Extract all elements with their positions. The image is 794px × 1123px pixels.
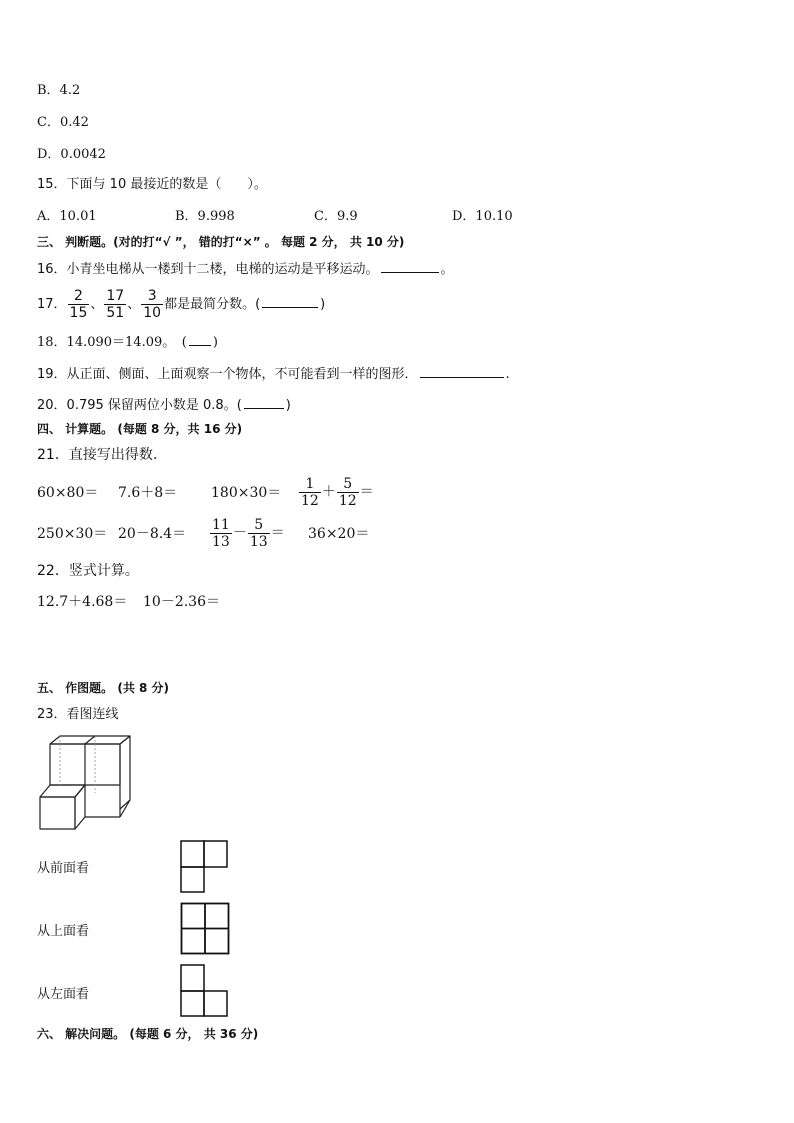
q21-r1c2: 7.6＋8＝ bbox=[118, 485, 178, 501]
q21-r1c1: 60×80＝ bbox=[37, 485, 99, 501]
q19 bbox=[37, 365, 510, 383]
numerator: 5 bbox=[248, 517, 270, 534]
q18-answer-blank[interactable] bbox=[189, 333, 211, 346]
q21-r2c3-frac-1 bbox=[210, 517, 232, 550]
equals: ＝ bbox=[270, 525, 285, 541]
q23-title: 23．看图连线 bbox=[37, 707, 119, 722]
q21-r1c4-frac-2 bbox=[337, 476, 359, 509]
q21-r1c3: 180×30＝ bbox=[211, 485, 282, 501]
section-6-heading: 六、 解决问题。 (每题 6 分， 共 36 分) bbox=[37, 1027, 259, 1041]
q17-fraction-2 bbox=[104, 288, 126, 321]
q15-option-d: D．10.10 bbox=[452, 209, 513, 224]
label-top-view: 从上面看 bbox=[37, 924, 90, 939]
q15-option-b: B．9.998 bbox=[175, 209, 235, 224]
q21-title: 21．直接写出得数. bbox=[37, 447, 158, 463]
section-3-heading: 三、 判断题。(对的打“√ ”， 错的打“×” 。 每题 2 分， 共 10 分) bbox=[37, 235, 405, 249]
q15-option-c: C．9.9 bbox=[314, 209, 358, 224]
q18 bbox=[37, 333, 218, 351]
q19-answer-blank[interactable] bbox=[420, 365, 504, 378]
q17-prefix: 17． bbox=[37, 297, 67, 312]
q17-f1-numerator: 2 bbox=[68, 288, 90, 305]
q17-close: ) bbox=[320, 297, 326, 312]
denominator: 12 bbox=[301, 492, 319, 509]
q17-f2-numerator: 17 bbox=[106, 288, 125, 304]
numerator: 5 bbox=[337, 476, 359, 493]
q17-tail: 都是最简分数。( bbox=[164, 297, 261, 312]
q18-open: ( bbox=[168, 335, 187, 350]
right-face bbox=[120, 736, 130, 809]
q20 bbox=[37, 396, 291, 414]
q15-option-a: A．10.01 bbox=[37, 209, 97, 224]
q17-f3-denominator: 10 bbox=[143, 305, 162, 321]
numerator: 11 bbox=[212, 516, 230, 533]
q16 bbox=[37, 260, 454, 278]
q15-stem: 15．下面与 10 最接近的数是（ ）。 bbox=[37, 177, 267, 192]
q21-r2c3 bbox=[209, 514, 285, 552]
operator: ＋ bbox=[321, 484, 336, 500]
operator: － bbox=[232, 525, 247, 541]
q14-option-c: C．0.42 bbox=[37, 115, 89, 130]
q17-fraction-3 bbox=[141, 288, 163, 321]
q22-title: 22．竖式计算。 bbox=[37, 563, 139, 579]
q21-r2c3-frac-2 bbox=[248, 517, 270, 550]
q22-expression-2: 10－2.36＝ bbox=[143, 594, 220, 610]
label-front-view: 从前面看 bbox=[37, 861, 90, 876]
section-5-heading: 五、 作图题。 (共 8 分) bbox=[37, 681, 170, 695]
q21-r1c4 bbox=[298, 473, 374, 511]
q19-tail: . bbox=[505, 367, 510, 382]
q17-f2-denominator: 51 bbox=[106, 305, 125, 321]
denominator: 12 bbox=[338, 492, 357, 509]
q16-tail: 。 bbox=[440, 262, 454, 277]
q17-f1-denominator: 15 bbox=[69, 305, 88, 321]
denominator: 13 bbox=[212, 533, 230, 550]
q14-option-d: D．0.0042 bbox=[37, 147, 106, 162]
q16-text: 16．小青坐电梯从一楼到十二楼，电梯的运动是平移运动。 bbox=[37, 262, 379, 277]
q20-text: 20．0.795 保留两位小数是 0.8。( bbox=[37, 398, 242, 413]
q22-expression-1: 12.7＋4.68＝ bbox=[37, 594, 128, 610]
equals: ＝ bbox=[359, 484, 374, 500]
q18-text: 18．14.090＝14.09。 bbox=[37, 335, 169, 350]
q14-option-b: B．4.2 bbox=[37, 83, 81, 98]
q20-answer-blank[interactable] bbox=[244, 396, 284, 409]
label-left-view: 从左面看 bbox=[37, 987, 90, 1002]
numerator: 1 bbox=[299, 476, 321, 493]
q21-r2c1: 250×30＝ bbox=[37, 526, 108, 542]
block-figure bbox=[38, 733, 138, 833]
q17-separator-2: 、 bbox=[127, 297, 141, 312]
q19-text: 19．从正面、侧面、上面观察一个物体，不可能看到一样的图形． bbox=[37, 367, 418, 382]
q21-r2c2: 20－8.4＝ bbox=[118, 526, 187, 542]
q17-fraction-1 bbox=[68, 288, 90, 321]
q21-r1c4-frac-1 bbox=[299, 476, 321, 509]
lower-top-face bbox=[40, 785, 85, 797]
section-4-heading: 四、 计算题。 (每题 8 分，共 16 分) bbox=[37, 422, 243, 436]
denominator: 13 bbox=[249, 533, 268, 550]
q17-separator-1: 、 bbox=[90, 297, 104, 312]
q18-close: ) bbox=[212, 335, 218, 350]
view-shape-c[interactable] bbox=[180, 964, 230, 1018]
view-shape-b[interactable] bbox=[180, 902, 232, 956]
q16-answer-blank[interactable] bbox=[381, 260, 439, 273]
q21-r2c4: 36×20＝ bbox=[308, 526, 370, 542]
view-shape-a[interactable] bbox=[180, 840, 230, 894]
q17-answer-blank[interactable] bbox=[262, 295, 318, 308]
q17-f3-numerator: 3 bbox=[141, 288, 163, 305]
q20-close: ) bbox=[285, 398, 291, 413]
q17 bbox=[37, 285, 325, 325]
